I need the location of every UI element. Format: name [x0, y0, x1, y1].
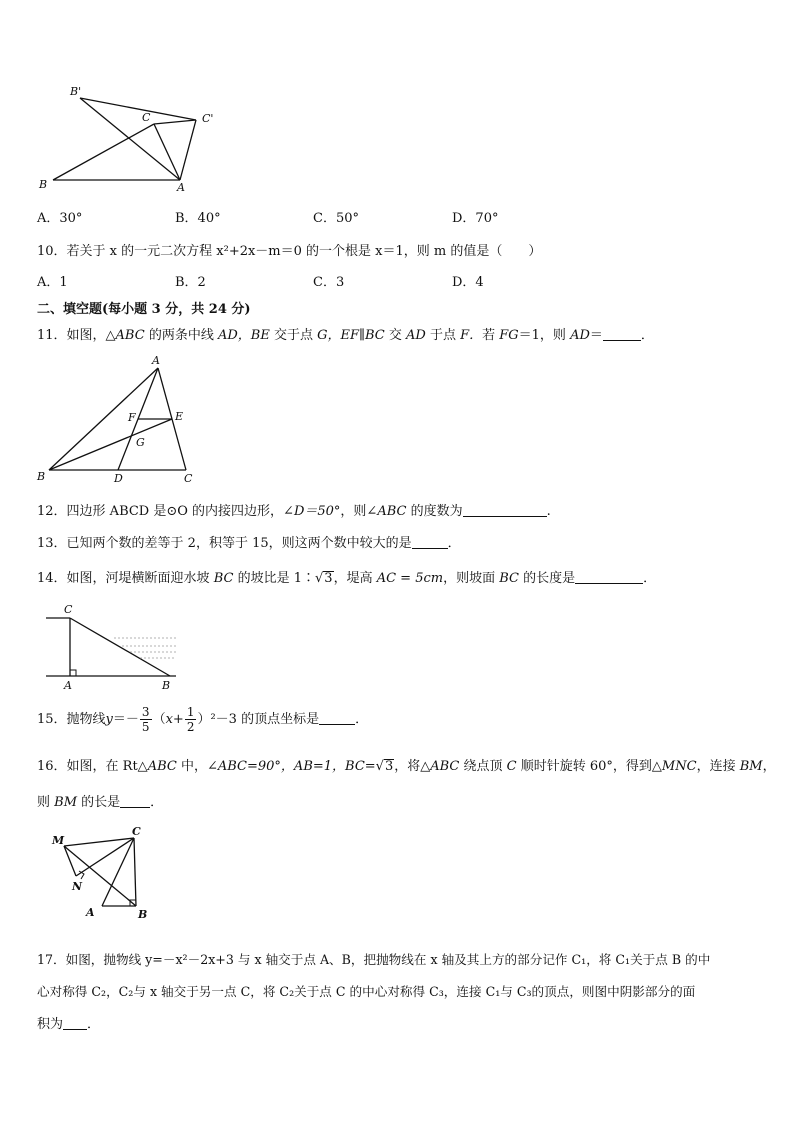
label-c: C: [184, 472, 193, 485]
fraction-one-half: $\frac{1}{2}$: [186, 705, 195, 734]
q15-stem: 15．抛物线y＝－ $\frac{3}{5}$ （x+ $\frac{1}{2}$ ）²－3 的顶点坐标是 ．: [37, 705, 369, 734]
q15-answer-blank[interactable]: [319, 712, 355, 725]
segment-cc-prime: [154, 120, 196, 124]
q17-stem-line3: 积为 ．: [37, 1017, 101, 1032]
segment-b-prime-c-prime: [80, 98, 196, 120]
q17-stem-line1: 17．如图，抛物线 y=－x²－2x+3 与 x 轴交于点 A、B，把抛物线在 x 轴及其上方的部分记作 C₁，将 C₁关于点 B 的中: [37, 952, 711, 967]
label-d: D: [114, 472, 123, 485]
figure-q11: [34, 350, 204, 486]
figure-q16: [46, 826, 166, 926]
fraction-three-fifths: $\frac{3}{5}$: [141, 705, 150, 734]
q17-stem-line2: 心对称得 C₂，C₂与 x 轴交于另一点 C，将 C₂关于点 C 的中心对称得 C₃，连接 C₁与 C₃的顶点，则图中阴影部分的面: [37, 984, 696, 999]
q10-stem: 10．若关于 x 的一元二次方程 x²+2x－m＝0 的一个根是 x＝1，则 m 的值是（ ）: [37, 244, 542, 259]
q9-option-b[interactable]: B．40°: [175, 211, 221, 226]
label-f: F: [128, 411, 136, 424]
label-a: A: [152, 354, 160, 367]
section-heading-fill-in: 二、填空题(每小题 3 分，共 24 分): [37, 302, 251, 317]
q13-stem: 13．已知两个数的差等于 2，积等于 15，则这两个数中较大的是 ．: [37, 536, 461, 551]
q11-answer-blank[interactable]: [603, 328, 641, 341]
label-b: B: [138, 908, 148, 921]
figure-q9: [36, 82, 226, 194]
label-e: E: [175, 410, 184, 423]
label-a: A: [177, 181, 185, 194]
label-a: A: [64, 679, 72, 692]
right-angle-mark: [70, 670, 76, 676]
q10-option-c[interactable]: C．3: [313, 275, 345, 290]
label-b: B: [162, 679, 171, 692]
q12-stem: 12．四边形 ABCD 是⊙O 的内接四边形，∠D＝50°，则∠ABC 的度数为 .: [37, 504, 551, 519]
q10-option-a[interactable]: A．1: [37, 275, 68, 290]
q13-answer-blank[interactable]: [412, 536, 448, 549]
q14-answer-blank[interactable]: [575, 571, 643, 584]
label-c-prime: C': [202, 112, 214, 125]
q9-option-c[interactable]: C．50°: [313, 211, 359, 226]
segment-bc: [53, 124, 154, 180]
label-b-prime: B': [70, 85, 82, 98]
q10-option-d[interactable]: D．4: [452, 275, 484, 290]
label-c: C: [64, 603, 73, 616]
figure-q14: [40, 600, 190, 692]
label-m: M: [52, 834, 65, 847]
q9-option-d[interactable]: D．70°: [452, 211, 499, 226]
right-angle-mark-n: [79, 871, 84, 879]
q16-stem-line2: 则 BM 的长是 ．: [37, 795, 164, 810]
label-b: B: [39, 178, 48, 191]
q10-option-b[interactable]: B．2: [175, 275, 206, 290]
segment-bm: [64, 846, 136, 906]
label-c: C: [132, 826, 141, 838]
q9-option-a[interactable]: A．30°: [37, 211, 83, 226]
segment-ca: [154, 124, 180, 180]
label-a: A: [86, 906, 95, 919]
q17-answer-blank[interactable]: [63, 1017, 87, 1030]
label-n: N: [72, 880, 83, 893]
q16-answer-blank[interactable]: [120, 795, 150, 808]
q12-answer-blank[interactable]: [463, 504, 547, 517]
segment-cb: [70, 618, 170, 676]
segment-cb: [134, 838, 136, 906]
water-lines: [114, 638, 176, 658]
segment-b-prime-a: [80, 98, 180, 180]
q11-stem: 11．如图，△ABC 的两条中线 AD，BE 交于点 G，EF∥BC 交 AD 于点 F．若 FG＝1，则 AD＝ ．: [37, 328, 654, 343]
segment-be: [49, 419, 172, 470]
label-b: B: [37, 470, 46, 483]
q14-stem: 14．如图，河堤横断面迎水坡 BC 的坡比是 1∶√3，堤高 AC = 5cm，则坡面 BC 的长度是 ．: [37, 571, 657, 586]
label-g: G: [136, 436, 145, 449]
q16-stem-line1: 16．如图，在 Rt△ABC 中，∠ABC=90°，AB=1，BC=√3，将△ABC 绕点顶 C 顺时针旋转 60°，得到△MNC，连接 BM，: [37, 759, 776, 774]
label-c: C: [142, 111, 151, 124]
segment-c-prime-a: [180, 120, 196, 180]
